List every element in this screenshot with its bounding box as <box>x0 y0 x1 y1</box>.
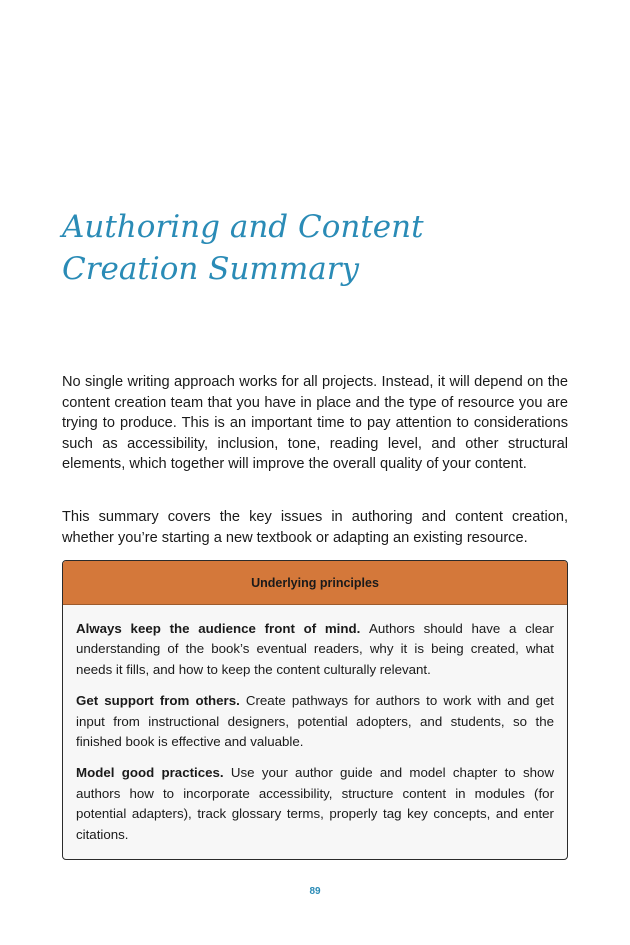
principle-text: Use your author guide and model chapter to show authors how to incorporate accessibility, structure content in modules (for potential adapters), track glossary terms, properly tag key concepts, and enter citations. <box>76 765 555 842</box>
principles-box <box>62 560 568 860</box>
principles-box-heading: Underlying principles <box>63 561 567 605</box>
principle-item <box>76 619 554 680</box>
principle-lead: Get support from others. <box>76 693 246 709</box>
principles-box-body <box>63 605 567 845</box>
intro-paragraph: No single writing approach works for all projects. Instead, it will depend on the content creation team that you have in place and the type of resource you are trying to produce. This is an important time to pay attention to considerations such as accessibility, inclusion, tone, reading level, and other structural elements, which together will improve the overall quality of your content. <box>62 374 568 473</box>
principle-lead: Model good practices. <box>76 765 231 781</box>
principle-text: Authors should have a clear understanding of the book’s eventual readers, why it is being created, what needs it fills, and how to keep the content culturally relevant. <box>76 621 554 677</box>
principle-text: Create pathways for authors to work with and get input from instructional designers, potential adopters, and students, so the finished book is effective and valuable. <box>76 693 554 750</box>
principle-item <box>76 691 554 752</box>
page-title: Authoring and Content Creation Summary <box>62 209 424 287</box>
summary-paragraph: This summary covers the key issues in authoring and content creation, whether you’re starting a new textbook or adapting an existing resource. <box>62 509 568 546</box>
principle-item <box>76 763 554 845</box>
principle-lead: Always keep the audience front of mind. <box>76 621 370 636</box>
page-number: 89 <box>309 886 321 897</box>
